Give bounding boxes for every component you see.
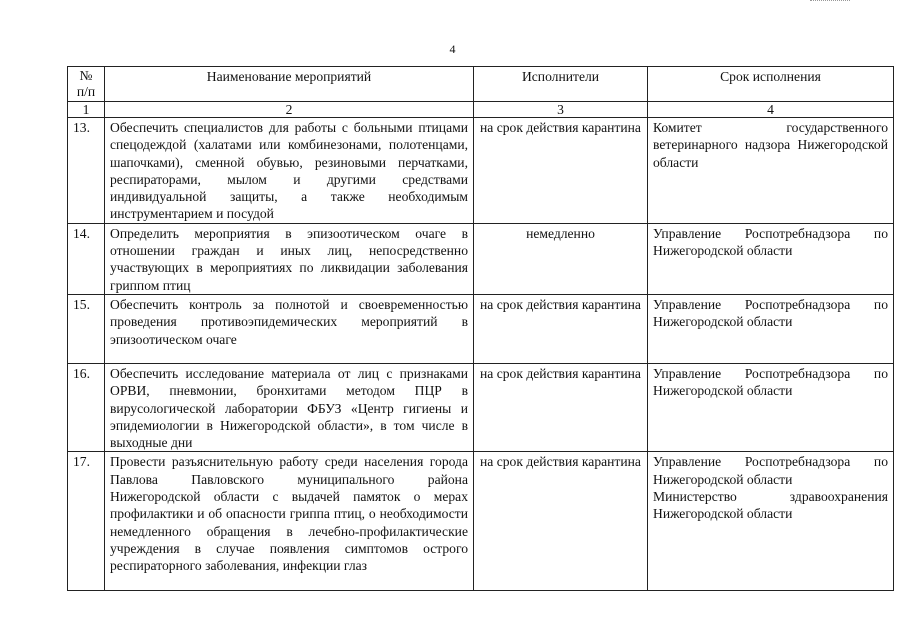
row-executors: на срок действия карантина [474,118,648,224]
responsible-body: Управление Роспотребнадзора по Нижегородской области [653,454,888,487]
responsible-body: Комитет государственного ветеринарного надзора Нижегородской области [653,120,888,170]
row-executors: на срок действия карантина [474,294,648,363]
scan-corner-mark [810,0,850,5]
column-number: 4 [648,102,894,118]
header-number: № п/п [68,67,105,102]
row-measure: Обеспечить исследование материала от лиц с признаками ОРВИ, пневмонии, бронхитами методом ПЦР в вирусологической лаборатории ФБУЗ «Центр гигиены и эпидемиологии в Нижегородской области», в том числе в выходные дни [105,363,474,451]
column-number-row [68,102,894,118]
header-executors: Исполнители [474,67,648,102]
row-number: 13. [68,118,105,224]
row-measure: Определить мероприятия в эпизоотическом очаге в отношении граждан и иных лиц, непосредственно участвующих в мероприятиях по ликвидации заболевания гриппом птиц [105,223,474,294]
header-measure-name: Наименование мероприятий [105,67,474,102]
table-row [68,118,894,224]
responsible-body: Управление Роспотребнадзора по Нижегородской области [653,365,888,399]
row-deadline [648,452,894,591]
responsible-body: Управление Роспотребнадзора по Нижегородской области [653,296,888,330]
row-number: 15. [68,294,105,363]
page-number: 4 [449,42,456,56]
table-header-row [68,67,894,102]
row-number: 16. [68,363,105,451]
table-row [68,294,894,363]
column-number: 3 [474,102,648,118]
column-number: 2 [105,102,474,118]
row-executors: на срок действия карантина [474,363,648,451]
row-deadline [648,223,894,294]
table-row [68,452,894,591]
row-executors: немедленно [474,223,648,294]
row-measure: Обеспечить контроль за полнотой и своевременностью проведения противоэпидемических мероприятий в эпизоотическом очаге [105,294,474,363]
responsible-body: Министерство здравоохранения Нижегородской области [653,489,888,522]
row-measure: Провести разъяснительную работу среди населения города Павлова Павловского муниципального района Нижегородской области с выдачей памяток о мерах профилактики и об опасности гриппа птиц, о необходимости немедленного обращения в лечебно-профилактические учреждения в случае появления симптомов острого респираторного заболевания, инфекции глаз [105,452,474,591]
row-executors: на срок действия карантина [474,452,648,591]
row-measure: Обеспечить специалистов для работы с больными птицами спецодеждой (халатами или комбинезонами, полотенцами, шапочками), сменной обувью, резиновыми перчатками, респираторами, мылом и другими средствами индивидуальной защиты, а также необходимым инструментарием и посудой [105,118,474,224]
measures-table [67,66,894,591]
table-row [68,223,894,294]
column-number: 1 [68,102,105,118]
row-deadline [648,363,894,451]
table-row [68,363,894,451]
header-deadline: Срок исполнения [648,67,894,102]
row-number: 14. [68,223,105,294]
row-deadline [648,118,894,224]
row-number: 17. [68,452,105,591]
row-deadline [648,294,894,363]
responsible-body: Управление Роспотребнадзора по Нижегородской области [653,225,888,259]
